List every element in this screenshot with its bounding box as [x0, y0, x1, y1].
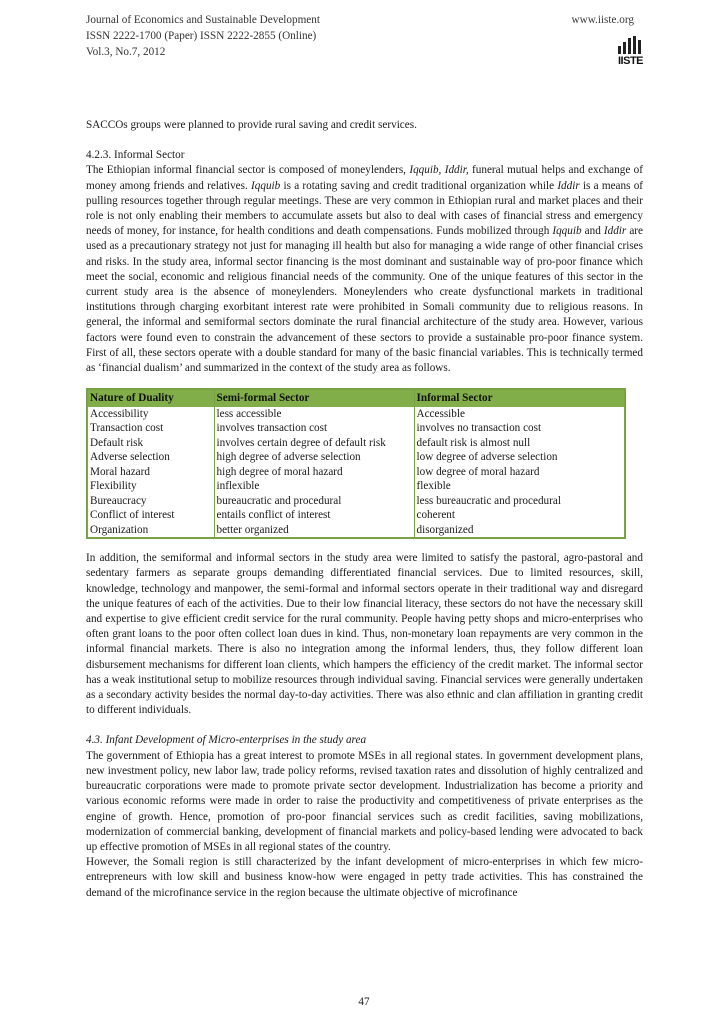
table-cell: Accessible — [416, 407, 465, 420]
table-cell: Transaction cost — [87, 421, 214, 436]
table-cell: inflexible — [214, 479, 414, 494]
table-cell: involves transaction cost — [214, 421, 414, 436]
col-header-informal: Informal Sector — [414, 389, 625, 407]
semiformal-limits-paragraph: In addition, the semiformal and informal sectors in the study area were limited to satisfy the pastoral, agro-pastoral and sedentary farmers as separate groups demanding differentiated financial services. Due to limited resources, skill, knowledge, technology and manpower, the semi-formal and informal sectors operate in their traditional way and disregard the unique features of each of the activities. Due to their low financial literacy, these sectors do not have the necessary skill and expertise to give efficient credit service for the rural community. People having petty shops and micro-enterprises who often grant loans to the poor often collect loan dues in kind. Thus, non-monetary loan repayments are very common in the informal financial markets. There is also no integration among the informal lenders, thus, they follow different loan disbursement mechanisms for different loan clients, which hampers the efficiency of the credit market. The informal sector has a weak institutional setup to mobilize resources through individual saving. Financial services were generally undertaken as a secondary activity besides the normal day-to-day activities. There was also ethnic and clan affiliation in granting credit to different individuals. — [86, 552, 643, 717]
table-row — [87, 450, 625, 465]
table-cell: bureaucratic and procedural — [214, 494, 414, 509]
table-cell: disorganized — [416, 523, 474, 536]
table-row — [87, 523, 625, 539]
table-cell: low degree of adverse selection — [416, 451, 558, 464]
table-cell: entails conflict of interest — [214, 508, 414, 523]
issn-line: ISSN 2222-1700 (Paper) ISSN 2222-2855 (Online) — [86, 30, 317, 42]
table-cell: high degree of moral hazard — [214, 465, 414, 480]
table-cell: high degree of adverse selection — [214, 450, 414, 465]
table-cell: Bureaucracy — [87, 494, 214, 509]
table-row — [87, 479, 625, 494]
table-row — [87, 508, 625, 523]
volume-line: Vol.3, No.7, 2012 — [86, 46, 166, 58]
somali-region-paragraph: However, the Somali region is still characterized by the infant development of micro-enterprises in which few micro-entrepreneurs with low skill and business know-how were engaged in petty trade activities. This has constrained the demand of the microfinance service in the region because the ultimate objective of microfinance — [86, 856, 643, 899]
table-cell: low degree of moral hazard — [416, 465, 540, 478]
table-cell: Adverse selection — [87, 450, 214, 465]
table-cell: better organized — [214, 523, 414, 539]
table-cell: Moral hazard — [87, 465, 214, 480]
logo-bars-icon — [618, 36, 644, 54]
table-cell: involves no transaction cost — [416, 422, 542, 435]
journal-header — [86, 12, 642, 60]
section-heading-4-2-3: 4.2.3. Informal Sector — [86, 149, 185, 162]
table-cell: coherent — [416, 509, 456, 522]
table-cell: Flexibility — [87, 479, 214, 494]
logo-text: IISTE — [618, 55, 644, 67]
table-cell: Conflict of interest — [87, 508, 214, 523]
table-cell: less accessible — [214, 407, 414, 422]
section-heading-4-3: 4.3. Infant Development of Micro-enterprises in the study area — [86, 734, 367, 747]
page-content — [86, 118, 643, 901]
table-cell: less bureaucratic and procedural — [416, 494, 561, 507]
intro-paragraph: SACCOs groups were planned to provide rural saving and credit services. — [86, 119, 417, 131]
table-cell: Organization — [87, 523, 214, 539]
col-header-semiformal: Semi-formal Sector — [214, 389, 414, 407]
informal-sector-paragraph: The Ethiopian informal financial sector is composed of moneylenders, Iqquib, Iddir, funeral mutual helps and exchange of money among friends and relatives. Iqquib is a rotating saving and credit traditional organization while Iddir is a means of pulling resources together through regular meetings. These are very common in Ethiopian rural and market places and their role is not only enabling their members to accumulate assets but also to deal with cases of financial stress and emergency needs of money, for instance, for health conditions and death compensations. Funds mobilized through Iqquib and Iddir are used as a precautionary strategy not just for managing ill health but also for managing a wide range of other financial crises and risks. In the study area, informal sector financing is the most dominant and sustainable way of pro-poor finance which meet the social, economic and religious financial needs of the community. One of the unique features of this sector in the current study area is the absence of moneylenders. Moneylenders who create dysfunctional markets in traditional institutions through charging exorbitant interest rate were prohibited in Somali community due to religious reasons. In general, the informal and semiformal sectors dominate the rural financial architecture of the study area. However, various factors were found even to constrain the advancement of these sectors to provide a sustainable pro-poor finance system. First of all, these sectors operate with a double standard for many of the basic financial variables. This is technically termed as ‘financial dualism’ and summarized in the context of the study area as follows. — [86, 164, 644, 375]
table-row — [87, 494, 625, 509]
col-header-nature: Nature of Duality — [87, 389, 214, 407]
table-row — [87, 465, 625, 480]
table-header-row — [87, 389, 625, 407]
table-row — [87, 421, 625, 436]
journal-title: Journal of Economics and Sustainable Development — [86, 14, 320, 26]
website-link[interactable]: www.iiste.org — [571, 14, 634, 26]
table-cell: default risk is almost null — [416, 436, 531, 449]
mse-promotion-paragraph: The government of Ethiopia has a great interest to promote MSEs in all regional states. In government development plans, new investment policy, new labor law, trade policy reforms, revised taxation rates and dissolution of highly centralized and bureaucratic corporations were made to promote private sector development. Industrialization has become a priority and various economic reforms were made in order to raise the productivity and competitiveness of private enterprises as the engine of growth. Hence, promotion of pro-poor financial services such as credit facilities, saving mobilizations, modernization of commercial banking, development of financial markets and policy-based lending were advocated to back up effective promotion of MSEs in all regional states of the country. — [86, 749, 643, 853]
table-cell: Accessibility — [87, 407, 214, 422]
table-row — [87, 436, 625, 451]
iiste-logo — [618, 36, 644, 86]
table-cell: Default risk — [87, 436, 214, 451]
table-cell: flexible — [416, 480, 451, 493]
table-cell: involves certain degree of default risk — [214, 436, 414, 451]
financial-dualism-table — [86, 388, 626, 539]
table-row — [87, 407, 625, 422]
page-number: 47 — [358, 996, 370, 1008]
